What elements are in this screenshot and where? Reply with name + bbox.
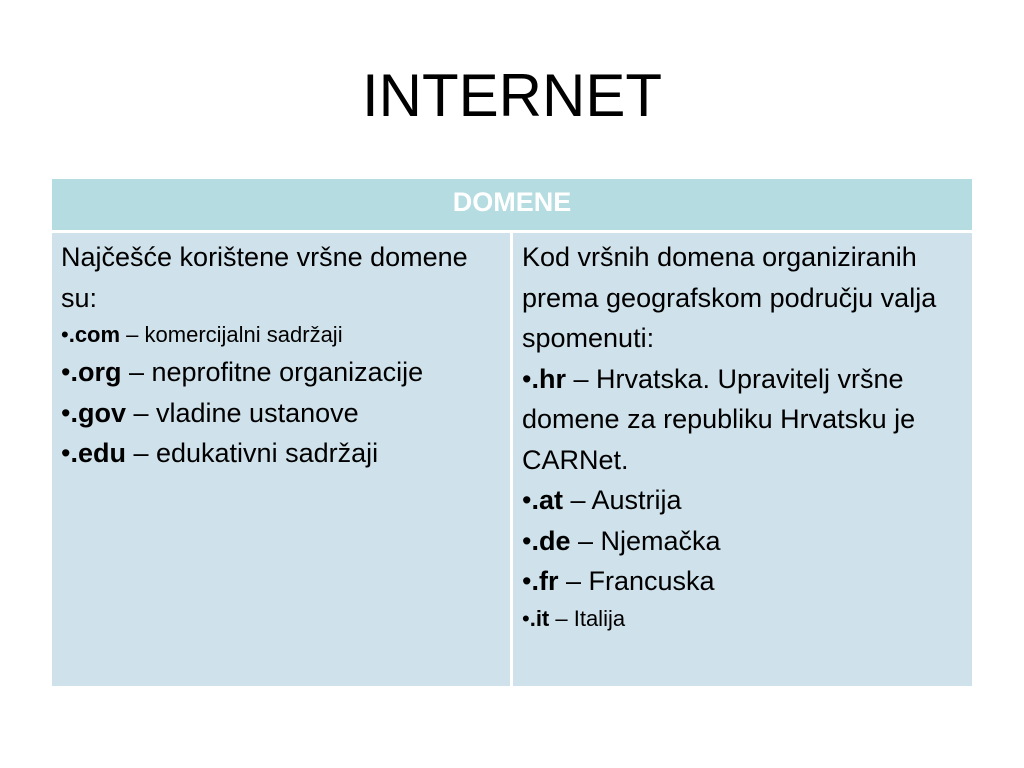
bullet-icon: •	[522, 525, 532, 556]
domain-code: .fr	[531, 566, 559, 596]
domain-code: .de	[531, 525, 571, 556]
list-item	[61, 433, 502, 474]
domain-description: – Austrija	[562, 485, 682, 515]
domain-description: – Hrvatska. Upravitelj vršne domene za republiku Hrvatsku je CARNet.	[522, 363, 916, 475]
bullet-icon: •	[61, 438, 71, 468]
domain-description: – komercijalni sadržaji	[120, 322, 343, 347]
domain-code: .hr	[531, 363, 566, 394]
list-item	[61, 352, 502, 393]
domain-description: – Njemačka	[570, 525, 721, 556]
domain-code: .it	[529, 605, 550, 631]
cell-intro: Najčešće korištene vršne domene su:	[61, 242, 468, 313]
bullet-icon: •	[522, 485, 532, 515]
list-item	[522, 521, 964, 562]
list-item	[522, 602, 964, 636]
list-item	[522, 359, 964, 481]
bullet-icon: •	[522, 363, 532, 394]
bullet-icon: •	[522, 566, 532, 596]
domain-description: – neprofitne organizacije	[121, 357, 424, 387]
table-header: DOMENE	[52, 179, 972, 230]
list-item	[61, 318, 502, 352]
domain-code: .com	[68, 322, 121, 347]
table-cell-country-domains	[513, 233, 972, 686]
bullet-icon: •	[522, 605, 530, 631]
list-item	[61, 393, 502, 434]
table-cell-generic-domains	[52, 233, 510, 686]
domains-table	[51, 178, 973, 687]
domain-code: .gov	[70, 397, 126, 428]
domain-code: .edu	[70, 438, 126, 468]
bullet-icon: •	[61, 322, 69, 347]
list-item	[522, 480, 964, 521]
bullet-icon: •	[61, 357, 71, 387]
domain-description: – Francuska	[558, 566, 715, 596]
slide-title: INTERNET	[362, 62, 662, 129]
list-item	[522, 561, 964, 602]
domain-description: – Italija	[549, 605, 626, 631]
domain-description: – edukativni sadržaji	[125, 438, 379, 468]
bullet-icon: •	[61, 397, 71, 428]
domain-code: .at	[531, 485, 563, 515]
domain-code: .org	[70, 357, 122, 387]
domain-description: – vladine ustanove	[125, 397, 359, 428]
cell-intro: Kod vršnih domena organiziranih prema geografskom području valja spomenuti:	[522, 242, 937, 353]
